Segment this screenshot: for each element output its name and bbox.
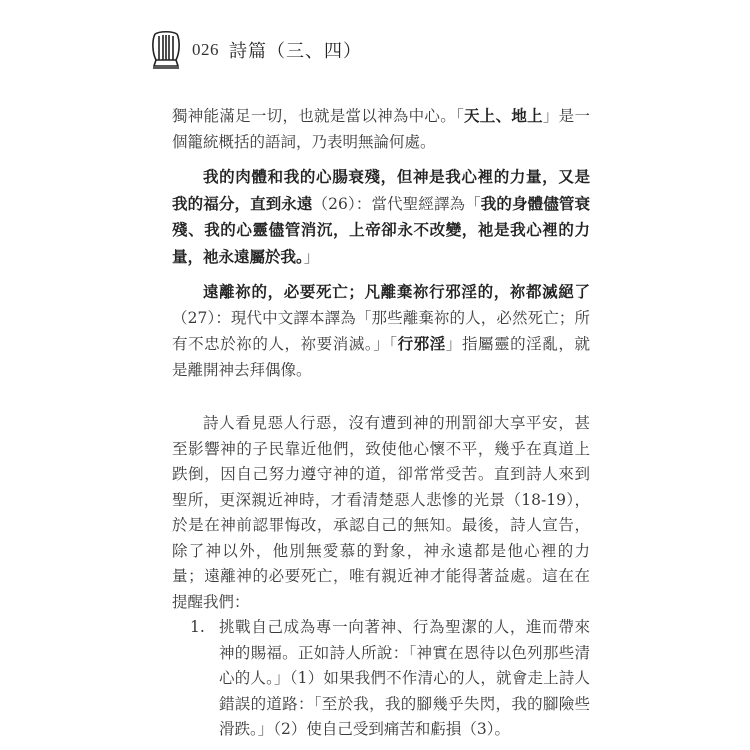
list-text: 挑戰自己成為專一向著神、行為聖潔的人，進而帶來神的賜福。正如詩人所說：「神實在恩待以色列那些清心的人。」（1）如果我們不作清心的人，就會走上詩人錯誤的道路：「至於我，我的腳幾乎失閃，我的腳險些滑跌。」（2）使自己受到痛苦和虧損（3）。	[219, 618, 590, 738]
text-run: 獨神能滿足一切，也就是當以神為中心。「	[172, 107, 465, 125]
scripture-quote: 遠離祢的，必要死亡；凡離棄祢行邪淫的，祢都滅絕了	[203, 282, 590, 301]
text-run: （26）：當代聖經譯為「	[312, 194, 481, 213]
harp-icon	[150, 30, 182, 70]
paragraph-1	[172, 103, 590, 155]
list-number: 1.	[190, 618, 205, 636]
text-run: 」是一個籠統概括的語詞，乃表明無論何處。	[172, 107, 590, 151]
paragraph-3	[172, 279, 590, 383]
list-item	[172, 615, 590, 743]
text-run: （27）：現代中文譯本譯為「那些離棄祢的人，必然死亡；所有不忠於祢的人，祢要消滅。」「	[172, 308, 590, 353]
page-number: 026	[192, 40, 219, 59]
text-run: 」	[303, 247, 320, 266]
emphasis-text: 天上、地上	[464, 106, 543, 125]
paragraph-4: 詩人看見惡人行惡，沒有遭到神的刑罰卻大享平安，甚至影響神的子民靠近他們，致使他心懷不平，幾乎在真道上跌倒，因自己努力遵守神的道，卻常常受苦。直到詩人來到聖所，更深親近神時，才看清楚惡人悲慘的光景（18-19），於是在神前認罪悔改，承認自己的無知。最後，詩人宣告，除了神以外，他別無愛慕的對象，神永遠都是他心裡的力量；遠離神的必要死亡，唯有親近神才能得著益處。這在在提醒我們：	[172, 414, 590, 611]
text-run: 」指屬靈的淫亂，就是離開神去拜偶像。	[172, 335, 590, 379]
page-body	[172, 103, 590, 743]
scripture-quote: 我的肉體和我的心腸衰殘，但神是我心裡的力量，又是我的福分，直到永遠	[172, 167, 590, 213]
emphasis-text: 行邪淫	[397, 334, 446, 353]
page-header	[150, 28, 362, 72]
translation-quote: 我的身體儘管衰殘、我的心靈儘管消沉，上帝卻永不改變，祂是我心裡的力量，祂永遠屬於我。	[172, 193, 590, 266]
paragraph-2	[172, 164, 590, 270]
section-title: 詩篇（三、四）	[229, 41, 362, 62]
